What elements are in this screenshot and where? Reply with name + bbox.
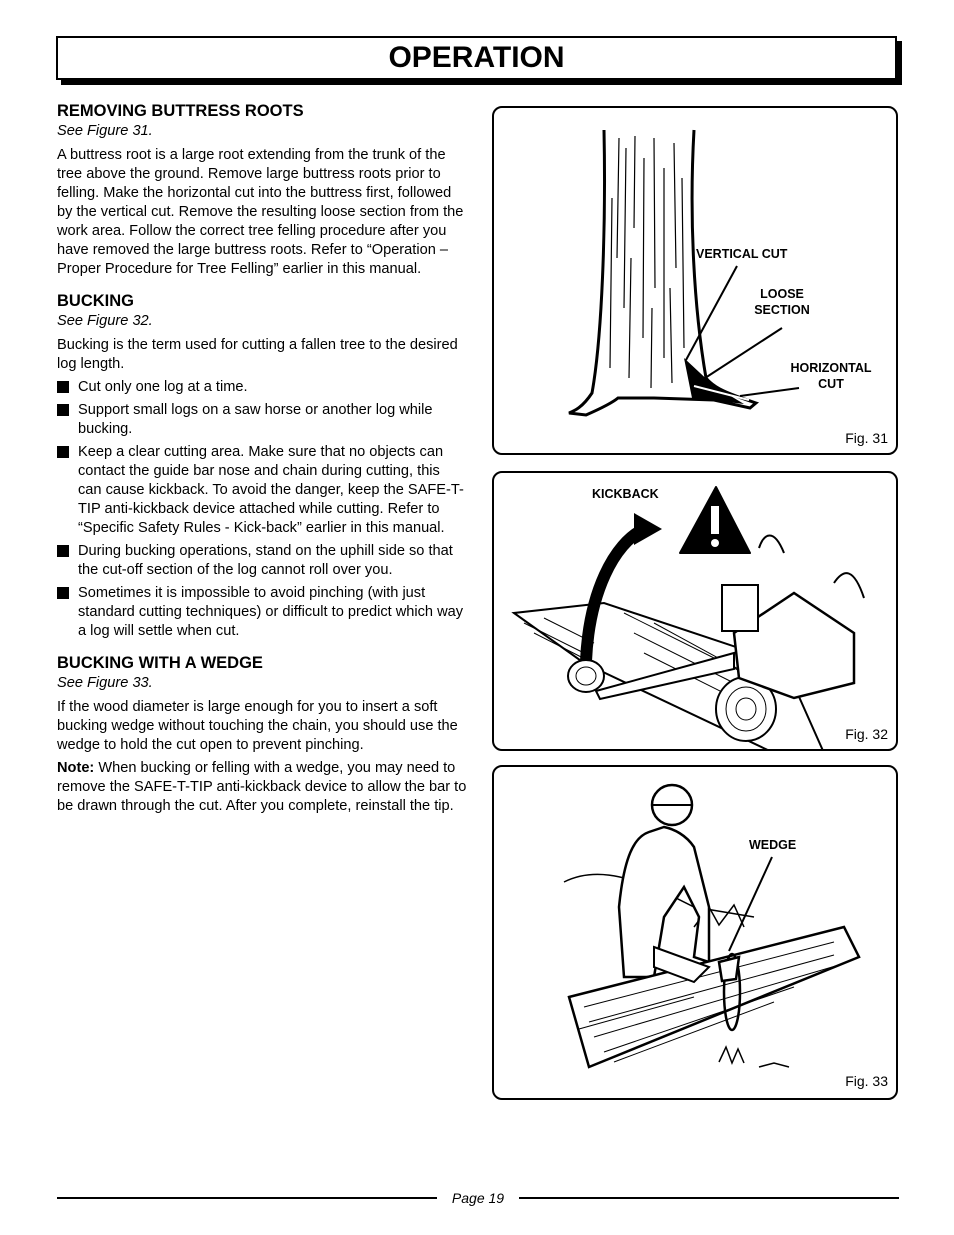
list-item [57,542,467,580]
bullet-text: Cut only one log at a time. [78,379,248,395]
bullet-square-icon [57,545,69,557]
bucking-with-wedge-illustration [494,767,896,1098]
buttress-root-illustration [494,108,896,453]
note-label: Note: [57,760,95,776]
label-horizontal-cut: HORIZONTAL CUT [790,361,872,391]
page-title: OPERATION [56,36,897,80]
heading-bucking: BUCKING [57,292,134,310]
list-item [57,584,467,641]
label-vertical-cut: VERTICAL CUT [696,247,788,261]
footer-rule-right [519,1197,899,1199]
list-item [57,443,467,538]
page-number: Page 19 [451,1190,505,1206]
bullet-text: Keep a clear cutting area. Make sure that no objects can contact the guide bar nose and chain during cutting, this can cause kickback. To avoid the danger, keep the SAFE-T-TIP anti-kickback device attached while cutting. Refer to “Specific Safety Rules - Kick-back” earlier in this manual. [78,444,464,536]
figure-caption: Fig. 32 [845,726,888,742]
figure-caption: Fig. 33 [845,1073,888,1089]
wedge-paragraph: If the wood diameter is large enough for you to insert a soft bucking wedge without touching the chain, you should use the wedge to hold the cut open to prevent pinching. [57,699,458,753]
bullet-text: During bucking operations, stand on the uphill side so that the cut-off section of the log cannot roll over you. [78,543,453,578]
heading-removing-buttress-roots: REMOVING BUTTRESS ROOTS [57,102,304,120]
see-figure-31: See Figure 31. [57,123,153,139]
note-text: When bucking or felling with a wedge, you may need to remove the SAFE-T-TIP anti-kickback device to allow the bar to be drawn through the cut. After you complete, reinstall the tip. [57,760,467,814]
label-wedge: WEDGE [749,838,797,852]
label-kickback: KICKBACK [592,487,659,501]
text-column [57,101,467,820]
see-figure-32: See Figure 32. [57,313,153,329]
bucking-bullet-list [57,378,467,641]
bullet-square-icon [57,381,69,393]
figure-caption: Fig. 31 [845,430,888,446]
figure-33 [492,765,898,1100]
bullet-square-icon [57,446,69,458]
bullet-square-icon [57,404,69,416]
see-figure-33: See Figure 33. [57,675,153,691]
bucking-paragraph: Bucking is the term used for cutting a fallen tree to the desired log length. [57,337,458,372]
figure-31 [492,106,898,455]
bucking-illustration [494,473,896,749]
figure-32 [492,471,898,751]
wedge-note [57,759,467,816]
page-footer [57,1187,899,1209]
heading-bucking-with-a-wedge: BUCKING WITH A WEDGE [57,654,263,672]
bullet-text: Support small logs on a saw horse or another log while bucking. [78,402,433,437]
list-item [57,378,467,397]
buttress-paragraph: A buttress root is a large root extending from the trunk of the tree above the ground. Remove large buttress roots prior to felling. Make the horizontal cut into the buttress first, followed by the vertical cut. Remove the resulting loose section from the work area. Follow the correct tree felling procedure after you have removed the large buttress roots. Refer to “Operation – Proper Procedure for Tree Felling” earlier in this manual. [57,147,464,277]
list-item [57,401,467,439]
bullet-square-icon [57,587,69,599]
label-loose-section: LOOSE SECTION [754,287,810,317]
bullet-text: Sometimes it is impossible to avoid pinching (with just standard cutting techniques) or difficult to predict which way a log will settle when cut. [78,585,464,639]
